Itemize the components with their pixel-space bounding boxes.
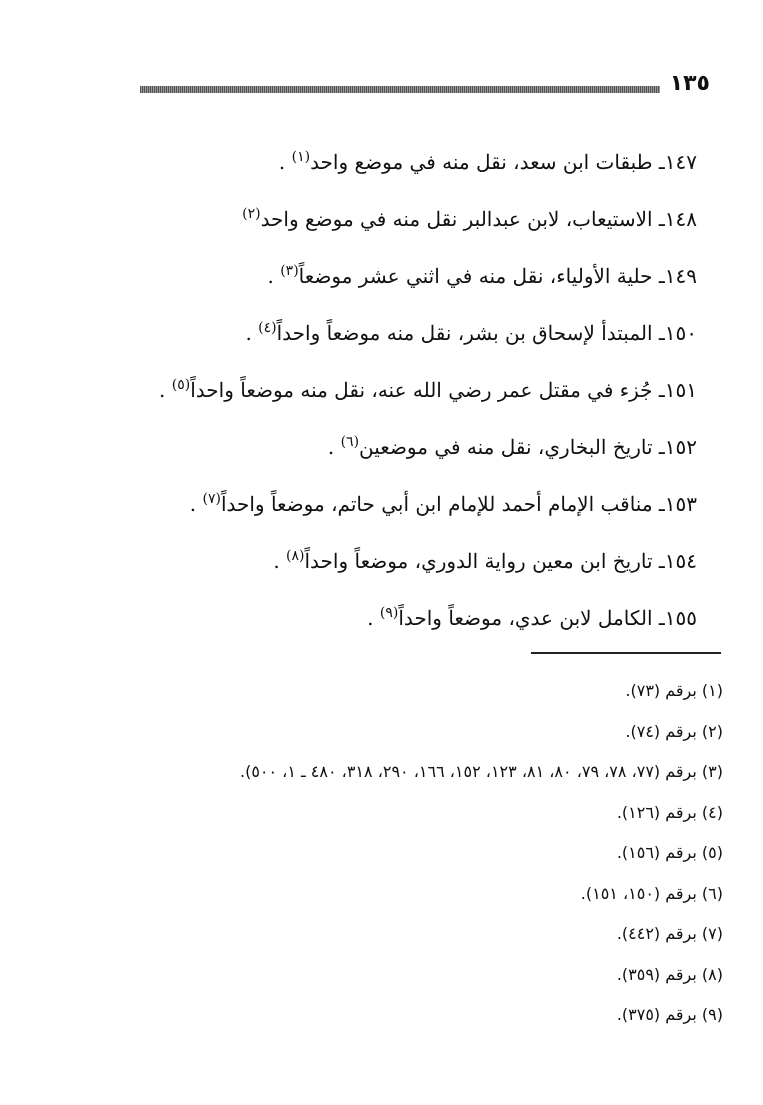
entry-text: ـ الاستيعاب، لابن عبدالبر نقل منه في موضع واحد: [260, 207, 665, 231]
list-item: [137, 248, 697, 305]
list-item: [137, 533, 697, 590]
entry-number: ١٥١: [664, 378, 697, 402]
entry-text: ـ المبتدأ لإسحاق بن بشر، نقل منه موضعاً واحداً: [276, 321, 665, 345]
footnote-reference: (٢): [242, 206, 261, 222]
entry-text: ـ الكامل لابن عدي، موضعاً واحداً: [398, 606, 665, 630]
entry-text: ـ تاريخ ابن معين رواية الدوري، موضعاً واحداً: [304, 549, 665, 573]
entry-text: ـ جُزء في مقتل عمر رضي الله عنه، نقل منه موضعاً واحداً: [190, 378, 665, 402]
footnote-reference: (٨): [286, 548, 305, 564]
entry-tail: .: [267, 264, 281, 288]
page-number: ١٣٥: [669, 71, 710, 96]
footnote: (٨) برقم (٣٥٩).: [616, 964, 723, 984]
footnote-reference: (٤): [258, 320, 277, 336]
footnote-separator: [531, 652, 721, 654]
entry-number: ١٥٣: [664, 492, 697, 516]
entry-text: ـ حلية الأولياء، نقل منه في اثني عشر موضعاً: [298, 264, 665, 288]
list-item: [137, 134, 697, 191]
list-item: [137, 419, 697, 476]
entry-number: ١٤٨: [664, 207, 697, 231]
header-rule: [140, 86, 660, 93]
entry-tail: .: [189, 492, 203, 516]
entry-number: ١٤٩: [664, 264, 697, 288]
footnote-reference: (٧): [202, 491, 221, 507]
footnote-reference: (٩): [379, 605, 399, 621]
entry-tail: .: [273, 549, 287, 573]
list-item: [137, 305, 697, 362]
entry-tail: .: [278, 150, 292, 174]
entry-number: ١٥٢: [664, 435, 697, 459]
list-item: [137, 191, 697, 248]
footnotes: [103, 671, 723, 1036]
list-item: [137, 590, 697, 647]
footnote: (١) برقم (٧٣).: [625, 681, 723, 700]
entry-tail: .: [159, 378, 172, 402]
entry-number: ١٤٧: [664, 150, 697, 174]
footnote: (٧) برقم (٤٤٢).: [616, 924, 723, 943]
footnote: (٦) برقم (١٥٠، ١٥١).: [580, 883, 723, 903]
entry-text: ـ طبقات ابن سعد، نقل منه في موضع واحد: [310, 150, 665, 174]
entry-number: ١٥٠: [664, 321, 697, 345]
list-item: [137, 476, 697, 533]
entry-number: ١٥٤: [664, 549, 697, 573]
entry-tail: .: [367, 606, 380, 630]
entry-text: ـ مناقب الإمام أحمد للإمام ابن أبي حاتم، موضعاً واحداً: [220, 492, 665, 516]
footnote-reference: (٣): [280, 263, 299, 279]
entry-tail: .: [245, 321, 259, 345]
source-list: [137, 134, 697, 647]
footnote-reference: (١): [291, 149, 311, 165]
footnote: (٤) برقم (١٢٦).: [616, 802, 723, 822]
footnote: (٩) برقم (٣٧٥).: [616, 1005, 723, 1024]
footnote: (٢) برقم (٧٤).: [625, 721, 723, 741]
footnote-reference: (٦): [340, 434, 360, 450]
entry-tail: .: [327, 435, 341, 459]
footnote: (٥) برقم (١٥٦).: [616, 843, 723, 862]
entry-text: ـ تاريخ البخاري، نقل منه في موضعين: [359, 435, 665, 459]
entry-number: ١٥٥: [664, 606, 697, 630]
list-item: [137, 362, 697, 419]
footnote-reference: (٥): [171, 377, 191, 393]
footnote: (٣) برقم (٧٧، ٧٨، ٧٩، ٨٠، ٨١، ١٢٣، ١٥٢، ١٦٦، ٢٩٠، ٣١٨، ٤٨٠ ـ ١، ٥٠٠).: [239, 762, 723, 781]
